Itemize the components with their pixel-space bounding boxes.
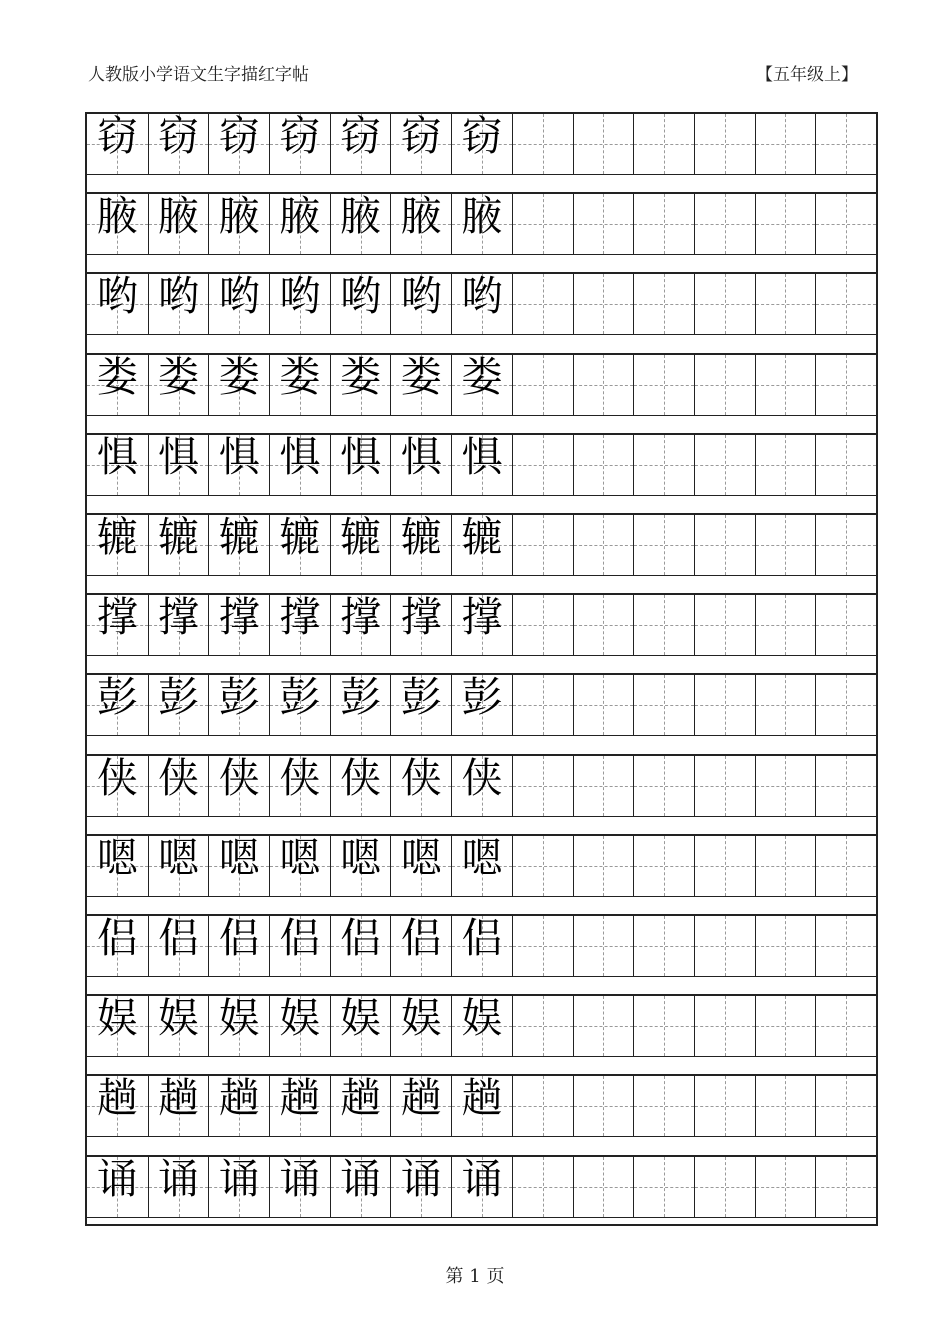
- trace-cell: [269, 194, 330, 254]
- trace-cell: [330, 194, 391, 254]
- trace-cell: [269, 595, 330, 655]
- blank-cell: [815, 1157, 876, 1217]
- trace-cell: [208, 114, 269, 174]
- blank-cell: [633, 1157, 694, 1217]
- trace-cell: [390, 1076, 451, 1136]
- practice-character: 嗯: [400, 833, 442, 882]
- practice-character: 诵: [96, 1154, 138, 1203]
- practice-character: 娄: [218, 352, 260, 401]
- blank-cell: [694, 756, 755, 816]
- blank-cell: [755, 114, 816, 174]
- trace-cell: [390, 194, 451, 254]
- practice-character: 侠: [96, 753, 138, 802]
- practice-character: 窃: [461, 112, 503, 160]
- trace-cell: [208, 1154, 269, 1217]
- trace-cell: [269, 996, 330, 1056]
- trace-cell: [208, 675, 269, 735]
- trace-cell: [87, 916, 148, 976]
- blank-cell: [755, 595, 816, 655]
- trace-cell: [208, 432, 269, 495]
- blank-cell: [755, 836, 816, 896]
- blank-cell: [755, 1157, 816, 1217]
- practice-character: 辘: [340, 513, 382, 561]
- trace-cell: [451, 352, 512, 415]
- trace-cell: [330, 595, 391, 655]
- practice-character: 彭: [400, 673, 442, 722]
- practice-character: 哟: [461, 272, 503, 321]
- trace-cell: [87, 352, 148, 415]
- trace-cell: [390, 432, 451, 495]
- blank-cell: [755, 675, 816, 735]
- blank-cell: [815, 595, 876, 655]
- blank-cell: [755, 355, 816, 415]
- blank-cell: [815, 836, 876, 896]
- trace-cell: [451, 595, 512, 655]
- trace-cell: [269, 515, 330, 575]
- practice-character: 侠: [279, 753, 321, 802]
- blank-cell: [633, 114, 694, 174]
- practice-character: 趟: [400, 1074, 442, 1123]
- trace-cell: [390, 515, 451, 575]
- blank-cell: [512, 515, 573, 575]
- trace-cell: [269, 432, 330, 495]
- practice-character: 哟: [218, 272, 260, 321]
- trace-cell: [330, 432, 391, 495]
- blank-cell: [694, 595, 755, 655]
- practice-character: 娄: [279, 352, 321, 401]
- practice-character: 侠: [400, 753, 442, 802]
- practice-character: 窃: [400, 112, 442, 160]
- practice-character: 娄: [96, 352, 138, 401]
- trace-cell: [451, 753, 512, 816]
- blank-cell: [573, 756, 634, 816]
- blank-cell: [755, 435, 816, 495]
- trace-cell: [208, 352, 269, 415]
- blank-cell: [512, 996, 573, 1056]
- blank-cell: [694, 1157, 755, 1217]
- trace-cell: [451, 274, 512, 334]
- practice-character: 娱: [279, 994, 321, 1043]
- blank-cell: [573, 194, 634, 254]
- practice-character: 撑: [279, 593, 321, 642]
- practice-character: 彭: [218, 673, 260, 722]
- practice-character: 辘: [461, 513, 503, 561]
- practice-row: [87, 515, 876, 575]
- trace-cell: [330, 833, 391, 896]
- trace-cell: [208, 916, 269, 976]
- practice-character: 撑: [218, 593, 260, 642]
- practice-character: 侠: [218, 753, 260, 802]
- blank-cell: [755, 916, 816, 976]
- practice-character: 哟: [158, 272, 200, 321]
- trace-cell: [87, 515, 148, 575]
- blank-cell: [633, 595, 694, 655]
- blank-cell: [512, 836, 573, 896]
- trace-cell: [330, 515, 391, 575]
- blank-cell: [512, 114, 573, 174]
- trace-cell: [451, 515, 512, 575]
- blank-cell: [573, 996, 634, 1056]
- trace-cell: [148, 916, 209, 976]
- practice-row: [87, 1154, 876, 1217]
- trace-cell: [330, 996, 391, 1056]
- practice-character: 哟: [400, 272, 442, 321]
- blank-cell: [512, 916, 573, 976]
- blank-cell: [694, 114, 755, 174]
- practice-character: 侣: [218, 914, 260, 962]
- blank-cell: [694, 515, 755, 575]
- trace-cell: [208, 753, 269, 816]
- trace-cell: [451, 432, 512, 495]
- blank-cell: [815, 1076, 876, 1136]
- practice-character: 侠: [158, 753, 200, 802]
- trace-cell: [330, 1154, 391, 1217]
- blank-cell: [815, 756, 876, 816]
- practice-character: 彭: [461, 673, 503, 722]
- trace-cell: [330, 352, 391, 415]
- trace-cell: [148, 675, 209, 735]
- practice-character: 诵: [340, 1154, 382, 1203]
- blank-cell: [573, 515, 634, 575]
- practice-character: 辘: [400, 513, 442, 561]
- practice-character: 撑: [158, 593, 200, 642]
- practice-character: 彭: [279, 673, 321, 722]
- blank-cell: [573, 916, 634, 976]
- trace-cell: [330, 274, 391, 334]
- trace-cell: [148, 996, 209, 1056]
- trace-cell: [208, 194, 269, 254]
- document-title: 人教版小学语文生字描红字帖: [88, 65, 309, 85]
- trace-cell: [148, 515, 209, 575]
- trace-cell: [208, 515, 269, 575]
- practice-character: 娱: [158, 994, 200, 1043]
- practice-character: 撑: [400, 593, 442, 642]
- practice-character: 趟: [96, 1074, 138, 1123]
- blank-cell: [633, 836, 694, 896]
- blank-cell: [815, 435, 876, 495]
- practice-character: 哟: [279, 272, 321, 321]
- practice-row: [87, 352, 876, 415]
- practice-character: 彭: [158, 673, 200, 722]
- blank-cell: [573, 675, 634, 735]
- trace-cell: [451, 675, 512, 735]
- practice-character: 惧: [279, 432, 321, 481]
- blank-cell: [573, 274, 634, 334]
- practice-character: 腋: [279, 192, 321, 241]
- practice-character: 嗯: [218, 833, 260, 882]
- trace-cell: [390, 753, 451, 816]
- practice-character: 辘: [158, 513, 200, 561]
- blank-cell: [755, 996, 816, 1056]
- blank-cell: [512, 756, 573, 816]
- practice-character: 撑: [461, 593, 503, 642]
- blank-cell: [694, 836, 755, 896]
- blank-cell: [633, 274, 694, 334]
- practice-character: 趟: [340, 1074, 382, 1123]
- trace-cell: [208, 595, 269, 655]
- practice-character: 趟: [279, 1074, 321, 1123]
- practice-character: 娄: [400, 352, 442, 401]
- practice-character: 娄: [340, 352, 382, 401]
- practice-character: 彭: [96, 673, 138, 722]
- trace-cell: [269, 675, 330, 735]
- practice-row: [87, 114, 876, 174]
- trace-cell: [87, 833, 148, 896]
- blank-cell: [815, 114, 876, 174]
- practice-grid: [85, 112, 878, 1226]
- blank-cell: [815, 515, 876, 575]
- practice-character: 嗯: [96, 833, 138, 882]
- trace-cell: [87, 675, 148, 735]
- blank-cell: [633, 355, 694, 415]
- blank-cell: [573, 435, 634, 495]
- blank-cell: [512, 1157, 573, 1217]
- trace-cell: [208, 833, 269, 896]
- practice-row: [87, 916, 876, 976]
- trace-cell: [87, 1076, 148, 1136]
- trace-cell: [208, 1076, 269, 1136]
- practice-character: 撑: [340, 593, 382, 642]
- blank-cell: [512, 675, 573, 735]
- practice-row: [87, 996, 876, 1056]
- trace-cell: [87, 595, 148, 655]
- blank-cell: [633, 675, 694, 735]
- practice-character: 娱: [96, 994, 138, 1043]
- practice-character: 撑: [96, 593, 138, 642]
- practice-character: 惧: [340, 432, 382, 481]
- blank-cell: [694, 675, 755, 735]
- trace-cell: [451, 916, 512, 976]
- practice-character: 娱: [400, 994, 442, 1043]
- trace-cell: [269, 753, 330, 816]
- practice-character: 嗯: [279, 833, 321, 882]
- practice-character: 侠: [461, 753, 503, 802]
- practice-character: 窃: [340, 112, 382, 160]
- trace-cell: [390, 114, 451, 174]
- trace-cell: [390, 1154, 451, 1217]
- blank-cell: [512, 1076, 573, 1136]
- grade-label: 【五年级上】: [756, 65, 858, 85]
- practice-character: 趟: [218, 1074, 260, 1123]
- practice-character: 趟: [461, 1074, 503, 1123]
- practice-character: 娱: [461, 994, 503, 1043]
- trace-cell: [148, 274, 209, 334]
- trace-cell: [87, 274, 148, 334]
- trace-cell: [390, 996, 451, 1056]
- blank-cell: [633, 756, 694, 816]
- practice-character: 诵: [400, 1154, 442, 1203]
- blank-cell: [694, 355, 755, 415]
- trace-cell: [148, 1076, 209, 1136]
- trace-cell: [208, 274, 269, 334]
- practice-character: 娱: [340, 994, 382, 1043]
- practice-character: 辘: [218, 513, 260, 561]
- trace-cell: [451, 194, 512, 254]
- trace-cell: [148, 753, 209, 816]
- blank-cell: [694, 435, 755, 495]
- trace-cell: [390, 274, 451, 334]
- practice-character: 嗯: [461, 833, 503, 882]
- trace-cell: [451, 114, 512, 174]
- blank-cell: [755, 274, 816, 334]
- practice-row: [87, 675, 876, 735]
- blank-cell: [694, 194, 755, 254]
- practice-character: 娄: [158, 352, 200, 401]
- trace-cell: [451, 1154, 512, 1217]
- trace-cell: [148, 1154, 209, 1217]
- practice-character: 嗯: [158, 833, 200, 882]
- trace-cell: [390, 675, 451, 735]
- trace-cell: [269, 1076, 330, 1136]
- blank-cell: [512, 595, 573, 655]
- practice-character: 诵: [461, 1154, 503, 1203]
- blank-cell: [755, 756, 816, 816]
- practice-character: 惧: [96, 432, 138, 481]
- practice-character: 惧: [218, 432, 260, 481]
- practice-row: [87, 274, 876, 334]
- practice-character: 惧: [461, 432, 503, 481]
- blank-cell: [512, 194, 573, 254]
- blank-cell: [694, 1076, 755, 1136]
- blank-cell: [815, 996, 876, 1056]
- blank-cell: [633, 996, 694, 1056]
- trace-cell: [148, 352, 209, 415]
- practice-row: [87, 432, 876, 495]
- practice-character: 诵: [158, 1154, 200, 1203]
- blank-cell: [573, 1076, 634, 1136]
- practice-character: 惧: [158, 432, 200, 481]
- practice-row: [87, 753, 876, 816]
- blank-cell: [815, 194, 876, 254]
- trace-cell: [269, 352, 330, 415]
- trace-cell: [87, 432, 148, 495]
- trace-cell: [148, 114, 209, 174]
- blank-cell: [633, 435, 694, 495]
- trace-cell: [330, 916, 391, 976]
- practice-character: 窃: [279, 112, 321, 160]
- practice-row: [87, 1076, 876, 1136]
- blank-cell: [755, 1076, 816, 1136]
- trace-cell: [148, 432, 209, 495]
- trace-cell: [87, 1154, 148, 1217]
- practice-character: 诵: [279, 1154, 321, 1203]
- trace-cell: [330, 675, 391, 735]
- practice-character: 侣: [158, 914, 200, 962]
- blank-cell: [755, 194, 816, 254]
- blank-cell: [573, 836, 634, 896]
- blank-cell: [512, 355, 573, 415]
- practice-character: 腋: [158, 192, 200, 241]
- practice-character: 哟: [340, 272, 382, 321]
- practice-character: 趟: [158, 1074, 200, 1123]
- practice-character: 惧: [400, 432, 442, 481]
- blank-cell: [815, 916, 876, 976]
- trace-cell: [269, 274, 330, 334]
- trace-cell: [330, 114, 391, 174]
- practice-character: 娄: [461, 352, 503, 401]
- trace-cell: [330, 1076, 391, 1136]
- practice-character: 嗯: [340, 833, 382, 882]
- practice-character: 娱: [218, 994, 260, 1043]
- practice-character: 腋: [400, 192, 442, 241]
- practice-character: 侣: [400, 914, 442, 962]
- practice-character: 辘: [279, 513, 321, 561]
- page-number: 第 1 页: [445, 1266, 505, 1287]
- practice-character: 哟: [96, 272, 138, 321]
- trace-cell: [148, 194, 209, 254]
- practice-character: 腋: [218, 192, 260, 241]
- blank-cell: [633, 194, 694, 254]
- blank-cell: [815, 355, 876, 415]
- blank-cell: [694, 274, 755, 334]
- trace-cell: [451, 833, 512, 896]
- practice-character: 彭: [340, 673, 382, 722]
- blank-cell: [573, 355, 634, 415]
- practice-character: 侣: [96, 914, 138, 962]
- practice-character: 腋: [96, 192, 138, 241]
- practice-character: 腋: [461, 192, 503, 241]
- blank-cell: [633, 1076, 694, 1136]
- blank-cell: [815, 675, 876, 735]
- practice-character: 腋: [340, 192, 382, 241]
- blank-cell: [815, 274, 876, 334]
- practice-row: [87, 194, 876, 254]
- practice-character: 侠: [340, 753, 382, 802]
- blank-cell: [694, 916, 755, 976]
- practice-character: 侣: [461, 914, 503, 962]
- blank-cell: [633, 916, 694, 976]
- practice-character: 侣: [340, 914, 382, 962]
- trace-cell: [87, 114, 148, 174]
- blank-cell: [573, 1157, 634, 1217]
- practice-row: [87, 833, 876, 896]
- trace-cell: [390, 352, 451, 415]
- trace-cell: [269, 1154, 330, 1217]
- trace-cell: [148, 833, 209, 896]
- trace-cell: [87, 753, 148, 816]
- blank-cell: [512, 274, 573, 334]
- trace-cell: [390, 833, 451, 896]
- practice-character: 辘: [96, 513, 138, 561]
- practice-character: 侣: [279, 914, 321, 962]
- blank-cell: [633, 515, 694, 575]
- practice-character: 窃: [158, 112, 200, 160]
- blank-cell: [573, 114, 634, 174]
- trace-cell: [390, 916, 451, 976]
- blank-cell: [694, 996, 755, 1056]
- blank-cell: [512, 435, 573, 495]
- trace-cell: [87, 996, 148, 1056]
- trace-cell: [390, 595, 451, 655]
- blank-cell: [573, 595, 634, 655]
- trace-cell: [330, 753, 391, 816]
- trace-cell: [148, 595, 209, 655]
- practice-character: 窃: [96, 112, 138, 160]
- trace-cell: [208, 996, 269, 1056]
- practice-row: [87, 595, 876, 655]
- trace-cell: [87, 194, 148, 254]
- blank-cell: [755, 515, 816, 575]
- trace-cell: [451, 996, 512, 1056]
- practice-character: 诵: [218, 1154, 260, 1203]
- row-separator: [87, 1217, 876, 1231]
- trace-cell: [451, 1076, 512, 1136]
- practice-character: 窃: [218, 112, 260, 160]
- trace-cell: [269, 833, 330, 896]
- trace-cell: [269, 916, 330, 976]
- trace-cell: [269, 114, 330, 174]
